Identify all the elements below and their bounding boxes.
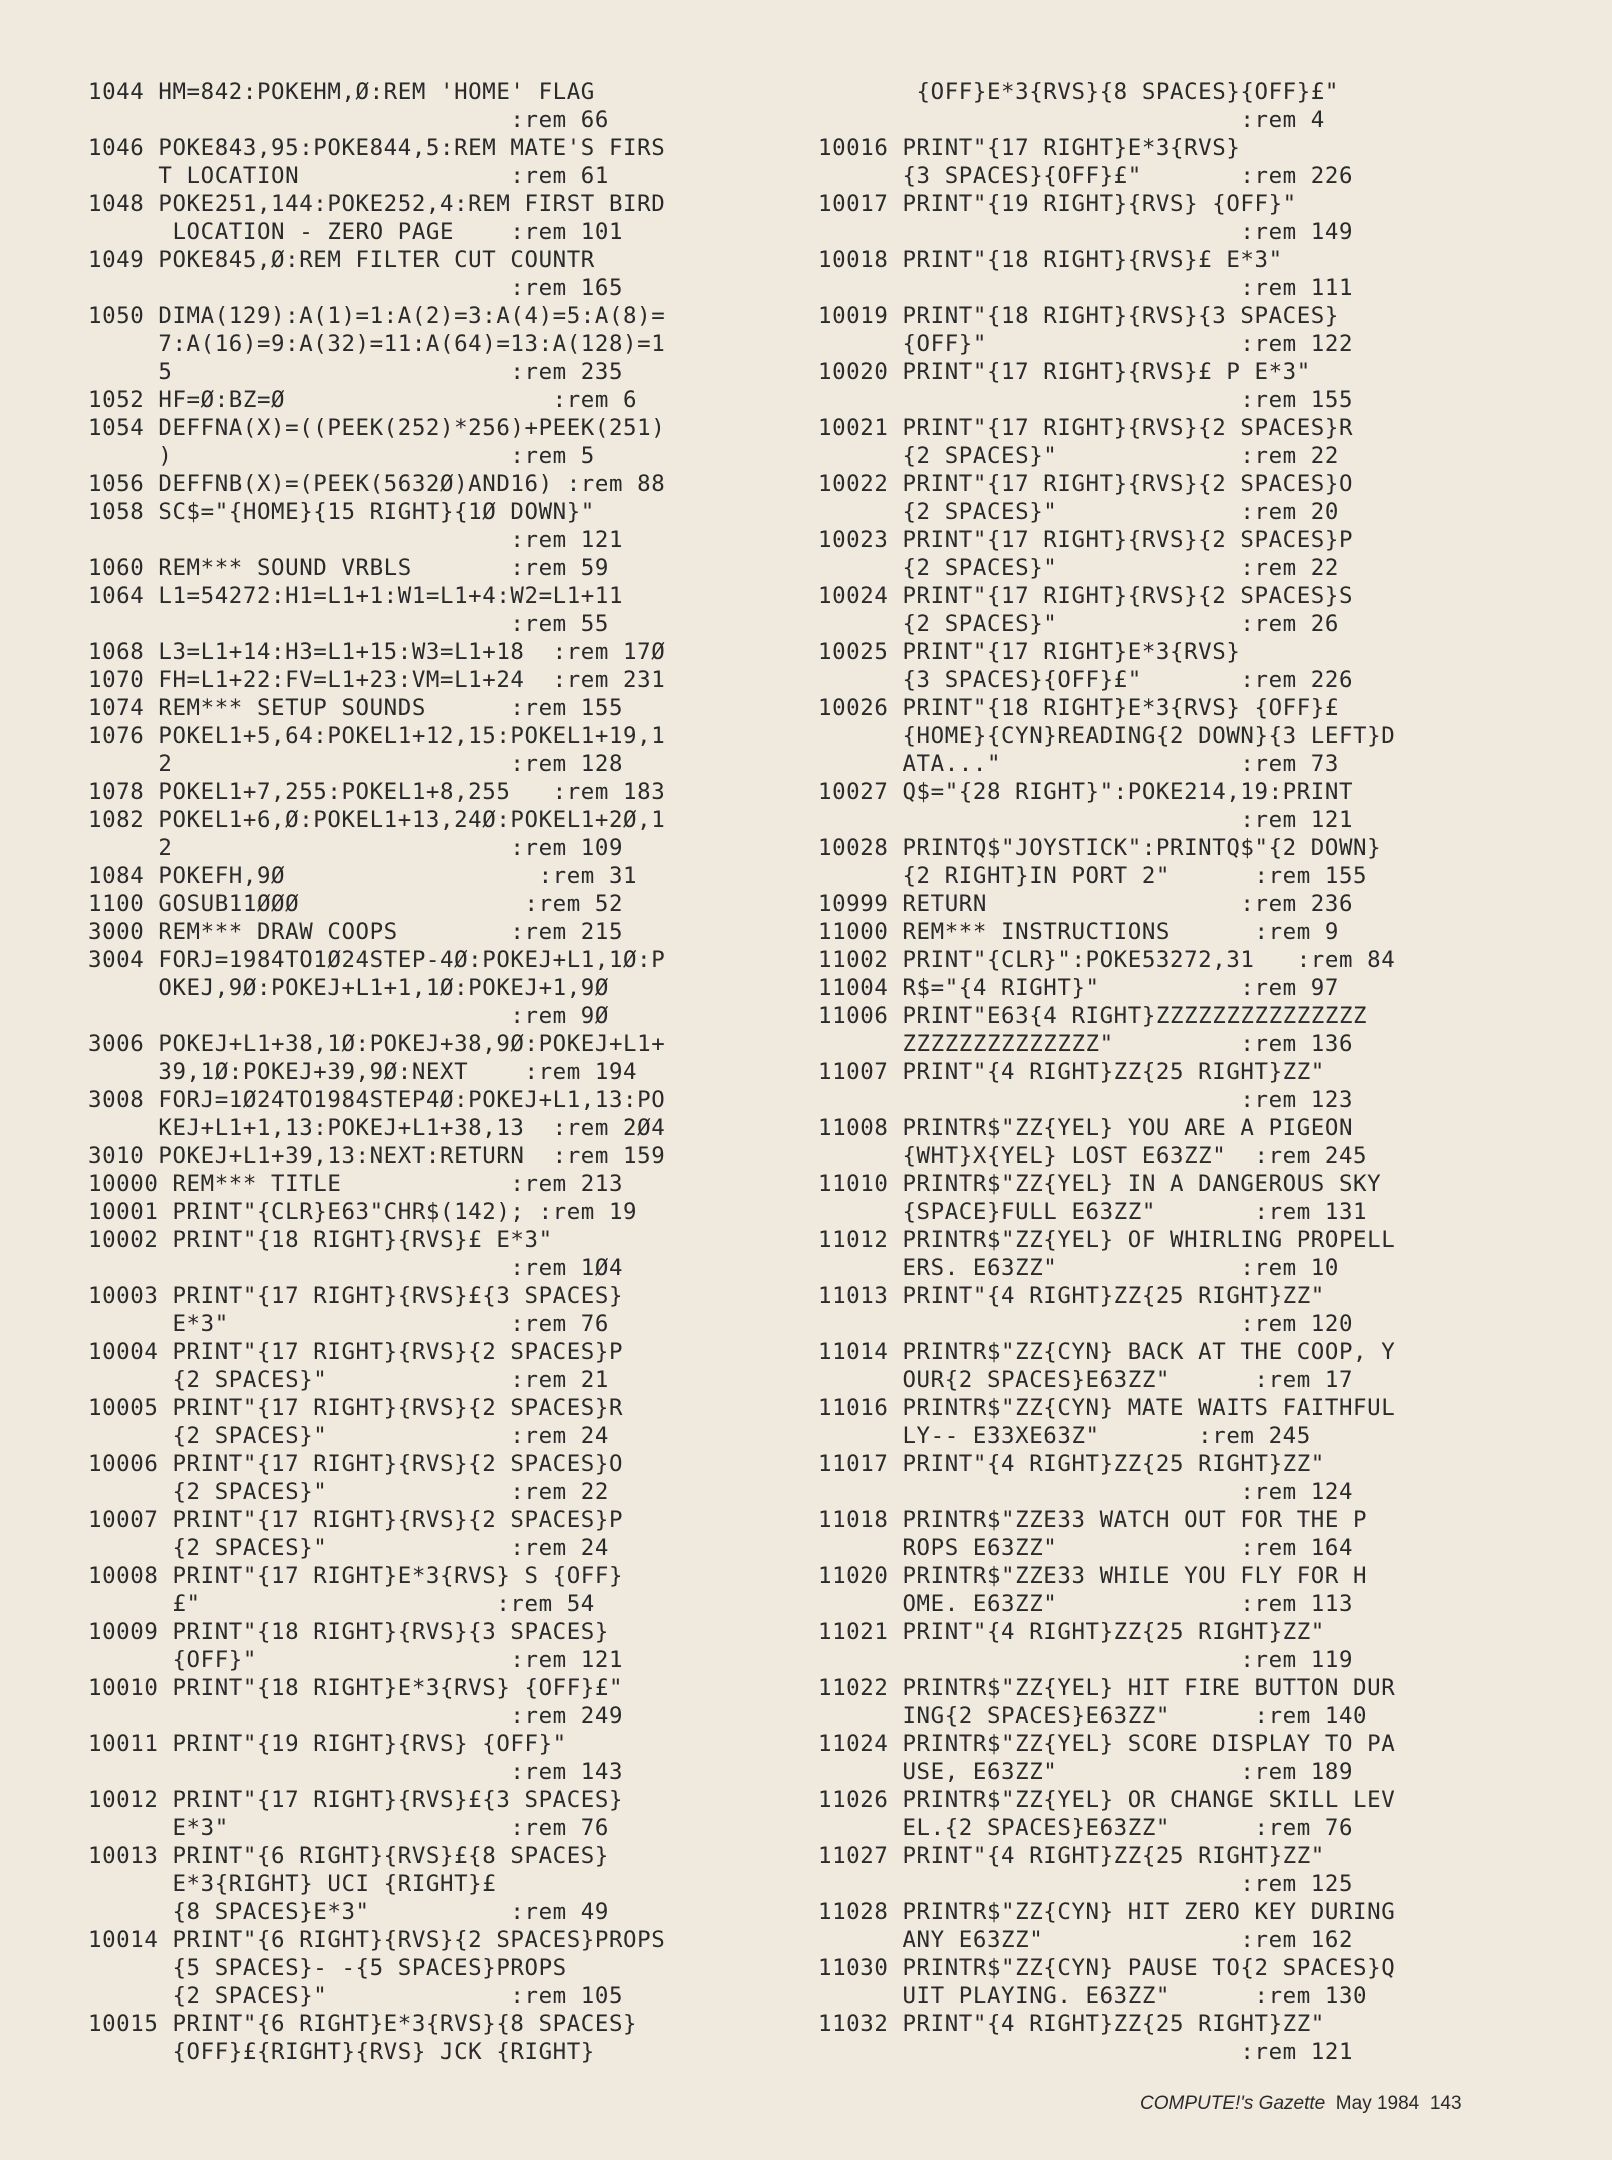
code-line: 1084 POKEFH,9Ø :rem 31 [88, 863, 638, 889]
page-number: 143 [1429, 2093, 1462, 2114]
code-line: :rem 121 [818, 807, 1354, 833]
code-line: 1068 L3=L1+14:H3=L1+15:W3=L1+18 :rem 17Ø [88, 639, 666, 665]
code-line: :rem 120 [818, 1311, 1354, 1337]
code-line: 11024 PRINTR$"ZZ{YEL} SCORE DISPLAY TO PA [818, 1731, 1396, 1757]
code-line: 11007 PRINT"{4 RIGHT}ZZ{25 RIGHT}ZZ" [818, 1059, 1325, 1085]
listing-column-left [88, 78, 665, 2066]
code-line: 10019 PRINT"{18 RIGHT}{RVS}{3 SPACES} [818, 303, 1339, 329]
code-line: {2 SPACES}" :rem 24 [88, 1423, 609, 1449]
code-line: :rem 155 [818, 387, 1354, 413]
code-line: 10022 PRINT"{17 RIGHT}{RVS}{2 SPACES}O [818, 471, 1354, 497]
code-line: 3008 FORJ=1Ø24TO1984STEP4Ø:POKEJ+L1,13:PO [88, 1087, 666, 1113]
code-line: 1048 POKE251,144:POKE252,4:REM FIRST BIRD [88, 191, 666, 217]
code-line: {2 SPACES}" :rem 105 [88, 1983, 624, 2009]
magazine-name: COMPUTE!'s Gazette [1140, 2093, 1326, 2114]
code-line: 11004 R$="{4 RIGHT}" :rem 97 [818, 975, 1339, 1001]
code-line: 3000 REM*** DRAW COOPS :rem 215 [88, 919, 624, 945]
code-line: {3 SPACES}{OFF}£" :rem 226 [818, 667, 1354, 693]
code-line: 10024 PRINT"{17 RIGHT}{RVS}{2 SPACES}S [818, 583, 1354, 609]
code-line: 10026 PRINT"{18 RIGHT}E*3{RVS} {OFF}£ [818, 695, 1339, 721]
code-line: ING{2 SPACES}E63ZZ" :rem 140 [818, 1703, 1368, 1729]
code-line: :rem 165 [88, 275, 624, 301]
code-line: ) :rem 5 [88, 443, 595, 469]
code-line: 7:A(16)=9:A(32)=11:A(64)=13:A(128)=1 [88, 331, 666, 357]
code-line: ROPS E63ZZ" :rem 164 [818, 1535, 1354, 1561]
code-line: {WHT}X{YEL} LOST E63ZZ" :rem 245 [818, 1143, 1368, 1169]
code-line: 1100 GOSUB11ØØØ :rem 52 [88, 891, 624, 917]
code-line: 10004 PRINT"{17 RIGHT}{RVS}{2 SPACES}P [88, 1339, 624, 1365]
code-line: :rem 119 [818, 1647, 1354, 1673]
code-line: :rem 249 [88, 1703, 624, 1729]
code-line: 11014 PRINTR$"ZZ{CYN} BACK AT THE COOP, Y [818, 1339, 1396, 1365]
code-line: 11006 PRINT"E63{4 RIGHT}ZZZZZZZZZZZZZZZ [818, 1003, 1368, 1029]
code-line: {5 SPACES}- -{5 SPACES}PROPS [88, 1955, 567, 1981]
code-line: 1046 POKE843,95:POKE844,5:REM MATE'S FIRS [88, 135, 666, 161]
code-line: 10017 PRINT"{19 RIGHT}{RVS} {OFF}" [818, 191, 1297, 217]
code-line: 1058 SC$="{HOME}{15 RIGHT}{1Ø DOWN}" [88, 499, 595, 525]
code-line: {2 RIGHT}IN PORT 2" :rem 155 [818, 863, 1368, 889]
code-line: 1056 DEFFNB(X)=(PEEK(5632Ø)AND16) :rem 88 [88, 471, 666, 497]
code-line: :rem 121 [818, 2039, 1354, 2065]
code-line: 10002 PRINT"{18 RIGHT}{RVS}£ E*3" [88, 1227, 553, 1253]
code-line: 11022 PRINTR$"ZZ{YEL} HIT FIRE BUTTON DUR [818, 1675, 1396, 1701]
code-line: KEJ+L1+1,13:POKEJ+L1+38,13 :rem 2Ø4 [88, 1115, 666, 1141]
code-line: 10021 PRINT"{17 RIGHT}{RVS}{2 SPACES}R [818, 415, 1354, 441]
code-line: {3 SPACES}{OFF}£" :rem 226 [818, 163, 1354, 189]
code-line: 1070 FH=L1+22:FV=L1+23:VM=L1+24 :rem 231 [88, 667, 666, 693]
code-line: 10028 PRINTQ$"JOYSTICK":PRINTQ$"{2 DOWN} [818, 835, 1382, 861]
page-footer [1140, 2093, 1462, 2115]
code-line: {SPACE}FULL E63ZZ" :rem 131 [818, 1199, 1368, 1225]
code-line: 10012 PRINT"{17 RIGHT}{RVS}£{3 SPACES} [88, 1787, 624, 1813]
code-line: 1044 HM=842:POKEHM,Ø:REM 'HOME' FLAG [88, 79, 595, 105]
code-line: {8 SPACES}E*3" :rem 49 [88, 1899, 609, 1925]
code-line: :rem 149 [818, 219, 1354, 245]
code-line: :rem 111 [818, 275, 1354, 301]
code-line: {2 SPACES}" :rem 24 [88, 1535, 609, 1561]
code-line: 11021 PRINT"{4 RIGHT}ZZ{25 RIGHT}ZZ" [818, 1619, 1325, 1645]
code-line: 3004 FORJ=1984TO1Ø24STEP-4Ø:POKEJ+L1,1Ø:P [88, 947, 666, 973]
code-line: 10010 PRINT"{18 RIGHT}E*3{RVS} {OFF}£" [88, 1675, 624, 1701]
code-line: :rem 123 [818, 1087, 1354, 1113]
code-line: 5 :rem 235 [88, 359, 624, 385]
code-line: 3006 POKEJ+L1+38,1Ø:POKEJ+38,9Ø:POKEJ+L1+ [88, 1031, 666, 1057]
code-line: 11000 REM*** INSTRUCTIONS :rem 9 [818, 919, 1339, 945]
code-line: 2 :rem 109 [88, 835, 624, 861]
code-line: LOCATION - ZERO PAGE :rem 101 [88, 219, 624, 245]
code-line: T LOCATION :rem 61 [88, 163, 609, 189]
code-line: 1064 L1=54272:H1=L1+1:W1=L1+4:W2=L1+11 [88, 583, 624, 609]
code-line: :rem 124 [818, 1479, 1354, 1505]
code-line: {2 SPACES}" :rem 22 [818, 555, 1339, 581]
code-line: £" :rem 54 [88, 1591, 595, 1617]
code-line: 1050 DIMA(129):A(1)=1:A(2)=3:A(4)=5:A(8)= [88, 303, 666, 329]
issue-date: May 1984 [1335, 2093, 1420, 2114]
code-line: {2 SPACES}" :rem 21 [88, 1367, 609, 1393]
code-line: 10000 REM*** TITLE :rem 213 [88, 1171, 624, 1197]
code-line: OKEJ,9Ø:POKEJ+L1+1,1Ø:POKEJ+1,9Ø [88, 975, 609, 1001]
code-line: :rem 66 [88, 107, 609, 133]
code-line: 1082 POKEL1+6,Ø:POKEL1+13,24Ø:POKEL1+2Ø,1 [88, 807, 666, 833]
code-line: ANY E63ZZ" :rem 162 [818, 1927, 1354, 1953]
code-line: 11016 PRINTR$"ZZ{CYN} MATE WAITS FAITHFUL [818, 1395, 1396, 1421]
code-line: :rem 125 [818, 1871, 1354, 1897]
code-line: 1074 REM*** SETUP SOUNDS :rem 155 [88, 695, 624, 721]
code-line: 11028 PRINTR$"ZZ{CYN} HIT ZERO KEY DURING [818, 1899, 1396, 1925]
code-line: {2 SPACES}" :rem 22 [818, 443, 1339, 469]
code-line: 11027 PRINT"{4 RIGHT}ZZ{25 RIGHT}ZZ" [818, 1843, 1325, 1869]
code-line: 11020 PRINTR$"ZZE33 WHILE YOU FLY FOR H [818, 1563, 1368, 1589]
code-line: {OFF}£{RIGHT}{RVS} JCK {RIGHT} [88, 2039, 595, 2065]
code-line: 10018 PRINT"{18 RIGHT}{RVS}£ E*3" [818, 247, 1283, 273]
code-line: 1076 POKEL1+5,64:POKEL1+12,15:POKEL1+19,1 [88, 723, 666, 749]
code-line: 10025 PRINT"{17 RIGHT}E*3{RVS} [818, 639, 1241, 665]
code-line: OME. E63ZZ" :rem 113 [818, 1591, 1354, 1617]
code-line: {2 SPACES}" :rem 20 [818, 499, 1339, 525]
code-line: LY-- E33XE63Z" :rem 245 [818, 1423, 1311, 1449]
code-line: E*3" :rem 76 [88, 1815, 609, 1841]
code-line: 10020 PRINT"{17 RIGHT}{RVS}£ P E*3" [818, 359, 1311, 385]
code-line: 10999 RETURN :rem 236 [818, 891, 1354, 917]
code-line: USE, E63ZZ" :rem 189 [818, 1759, 1354, 1785]
code-line: 10007 PRINT"{17 RIGHT}{RVS}{2 SPACES}P [88, 1507, 624, 1533]
code-line: 10008 PRINT"{17 RIGHT}E*3{RVS} S {OFF} [88, 1563, 624, 1589]
code-line: 11010 PRINTR$"ZZ{YEL} IN A DANGEROUS SKY [818, 1171, 1382, 1197]
code-line: E*3" :rem 76 [88, 1311, 609, 1337]
code-line: 1049 POKE845,Ø:REM FILTER CUT COUNTR [88, 247, 595, 273]
code-line: E*3{RIGHT} UCI {RIGHT}£ [88, 1871, 497, 1897]
code-line: 11008 PRINTR$"ZZ{YEL} YOU ARE A PIGEON [818, 1115, 1354, 1141]
code-line: 10006 PRINT"{17 RIGHT}{RVS}{2 SPACES}O [88, 1451, 624, 1477]
code-line: 2 :rem 128 [88, 751, 624, 777]
code-line: 10014 PRINT"{6 RIGHT}{RVS}{2 SPACES}PROPS [88, 1927, 666, 1953]
code-line: 11002 PRINT"{CLR}":POKE53272,31 :rem 84 [818, 947, 1396, 973]
code-line: :rem 9Ø [88, 1003, 609, 1029]
code-line: 11026 PRINTR$"ZZ{YEL} OR CHANGE SKILL LEV [818, 1787, 1396, 1813]
code-line: 1054 DEFFNA(X)=((PEEK(252)*256)+PEEK(251) [88, 415, 666, 441]
code-line: 11013 PRINT"{4 RIGHT}ZZ{25 RIGHT}ZZ" [818, 1283, 1325, 1309]
code-line: :rem 1Ø4 [88, 1255, 624, 1281]
code-line: :rem 121 [88, 527, 624, 553]
code-line: 10016 PRINT"{17 RIGHT}E*3{RVS} [818, 135, 1241, 161]
code-line: 1060 REM*** SOUND VRBLS :rem 59 [88, 555, 609, 581]
listing-column-right [818, 78, 1395, 2066]
code-line: 10001 PRINT"{CLR}E63"CHR$(142); :rem 19 [88, 1199, 638, 1225]
code-line: 10013 PRINT"{6 RIGHT}{RVS}£{8 SPACES} [88, 1843, 609, 1869]
code-line: 39,1Ø:POKEJ+39,9Ø:NEXT :rem 194 [88, 1059, 638, 1085]
code-line: ZZZZZZZZZZZZZZ" :rem 136 [818, 1031, 1354, 1057]
code-line: OUR{2 SPACES}E63ZZ" :rem 17 [818, 1367, 1354, 1393]
code-line: 11012 PRINTR$"ZZ{YEL} OF WHIRLING PROPELL [818, 1227, 1396, 1253]
code-line: 11018 PRINTR$"ZZE33 WATCH OUT FOR THE P [818, 1507, 1368, 1533]
code-line: 1078 POKEL1+7,255:POKEL1+8,255 :rem 183 [88, 779, 666, 805]
code-line: 10027 Q$="{28 RIGHT}":POKE214,19:PRINT [818, 779, 1354, 805]
code-line: 10011 PRINT"{19 RIGHT}{RVS} {OFF}" [88, 1731, 567, 1757]
code-line: 10009 PRINT"{18 RIGHT}{RVS}{3 SPACES} [88, 1619, 609, 1645]
code-line: {2 SPACES}" :rem 26 [818, 611, 1339, 637]
code-line: 11030 PRINTR$"ZZ{CYN} PAUSE TO{2 SPACES}Q [818, 1955, 1396, 1981]
code-line: 10015 PRINT"{6 RIGHT}E*3{RVS}{8 SPACES} [88, 2011, 638, 2037]
code-line: 1052 HF=Ø:BZ=Ø :rem 6 [88, 387, 638, 413]
code-line: {OFF}E*3{RVS}{8 SPACES}{OFF}£" [818, 79, 1339, 105]
code-line: 10003 PRINT"{17 RIGHT}{RVS}£{3 SPACES} [88, 1283, 624, 1309]
code-line: UIT PLAYING. E63ZZ" :rem 130 [818, 1983, 1368, 2009]
code-line: {2 SPACES}" :rem 22 [88, 1479, 609, 1505]
code-line: :rem 143 [88, 1759, 624, 1785]
code-line: {OFF}" :rem 122 [818, 331, 1354, 357]
code-line: 3010 POKEJ+L1+39,13:NEXT:RETURN :rem 159 [88, 1143, 666, 1169]
code-line: ATA..." :rem 73 [818, 751, 1339, 777]
code-line: {HOME}{CYN}READING{2 DOWN}{3 LEFT}D [818, 723, 1396, 749]
code-line: :rem 4 [818, 107, 1325, 133]
code-line: :rem 55 [88, 611, 609, 637]
code-line: {OFF}" :rem 121 [88, 1647, 624, 1673]
code-line: 10023 PRINT"{17 RIGHT}{RVS}{2 SPACES}P [818, 527, 1354, 553]
code-line: EL.{2 SPACES}E63ZZ" :rem 76 [818, 1815, 1354, 1841]
code-line: 11032 PRINT"{4 RIGHT}ZZ{25 RIGHT}ZZ" [818, 2011, 1325, 2037]
code-line: 10005 PRINT"{17 RIGHT}{RVS}{2 SPACES}R [88, 1395, 624, 1421]
code-line: ERS. E63ZZ" :rem 10 [818, 1255, 1339, 1281]
code-line: 11017 PRINT"{4 RIGHT}ZZ{25 RIGHT}ZZ" [818, 1451, 1325, 1477]
